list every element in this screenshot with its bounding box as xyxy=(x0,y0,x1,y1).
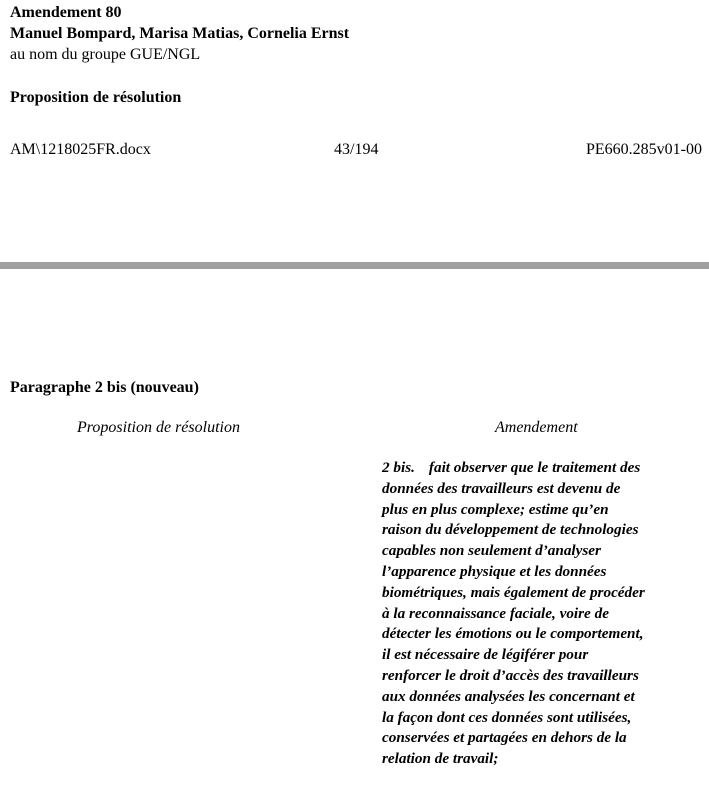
amendment-text-line: conservées et partagées en dehors de la xyxy=(382,729,627,747)
amendment-number: 2 bis. xyxy=(382,459,415,476)
amendment-text xyxy=(382,458,702,770)
amendment-text-line: renforcer le droit d’accès des travailleurs xyxy=(382,666,639,684)
amendment-text-line: plus en plus complexe; estime qu’en xyxy=(382,500,609,518)
document-heading: Proposition de résolution xyxy=(10,89,182,106)
column-header-amendment: Amendement xyxy=(495,419,578,436)
paragraph-heading: Paragraphe 2 bis (nouveau) xyxy=(10,379,199,396)
amendment-title: Amendement 80 xyxy=(10,4,122,21)
amendment-text-line: il est nécessaire de légiférer pour xyxy=(382,646,589,664)
footer-page-number: 43/194 xyxy=(334,141,379,158)
column-header-resolution: Proposition de résolution xyxy=(77,419,240,436)
amendment-authors: Manuel Bompard, Marisa Matias, Cornelia Ernst xyxy=(10,25,350,42)
amendment-text-line: données des travailleurs est devenu de xyxy=(382,479,621,497)
amendment-text-line: relation de travail; xyxy=(382,750,499,768)
political-group: au nom du groupe GUE/NGL xyxy=(10,46,201,63)
amendment-text-line: capables non seulement d’analyser xyxy=(382,542,601,560)
amendment-text-line-content: fait observer que le traitement des xyxy=(428,459,641,476)
footer-reference: PE660.285v01-00 xyxy=(586,141,702,158)
page-divider xyxy=(0,262,709,269)
amendment-text-line: à la reconnaissance faciale, voire de xyxy=(382,604,609,622)
amendment-text-line: aux données analysées les concernant et xyxy=(382,687,635,705)
amendment-text-line: l’apparence physique et les données xyxy=(382,562,607,580)
amendment-text-line: la façon dont ces données sont utilisées, xyxy=(382,708,632,726)
amendment-text-line: détecter les émotions ou le comportement, xyxy=(382,625,644,643)
amendment-text-line xyxy=(382,458,702,479)
amendment-text-line: biométriques, mais également de procéder xyxy=(382,583,645,601)
footer-file-name: AM\1218025FR.docx xyxy=(10,141,151,158)
amendment-text-line: raison du développement de technologies xyxy=(382,521,639,539)
